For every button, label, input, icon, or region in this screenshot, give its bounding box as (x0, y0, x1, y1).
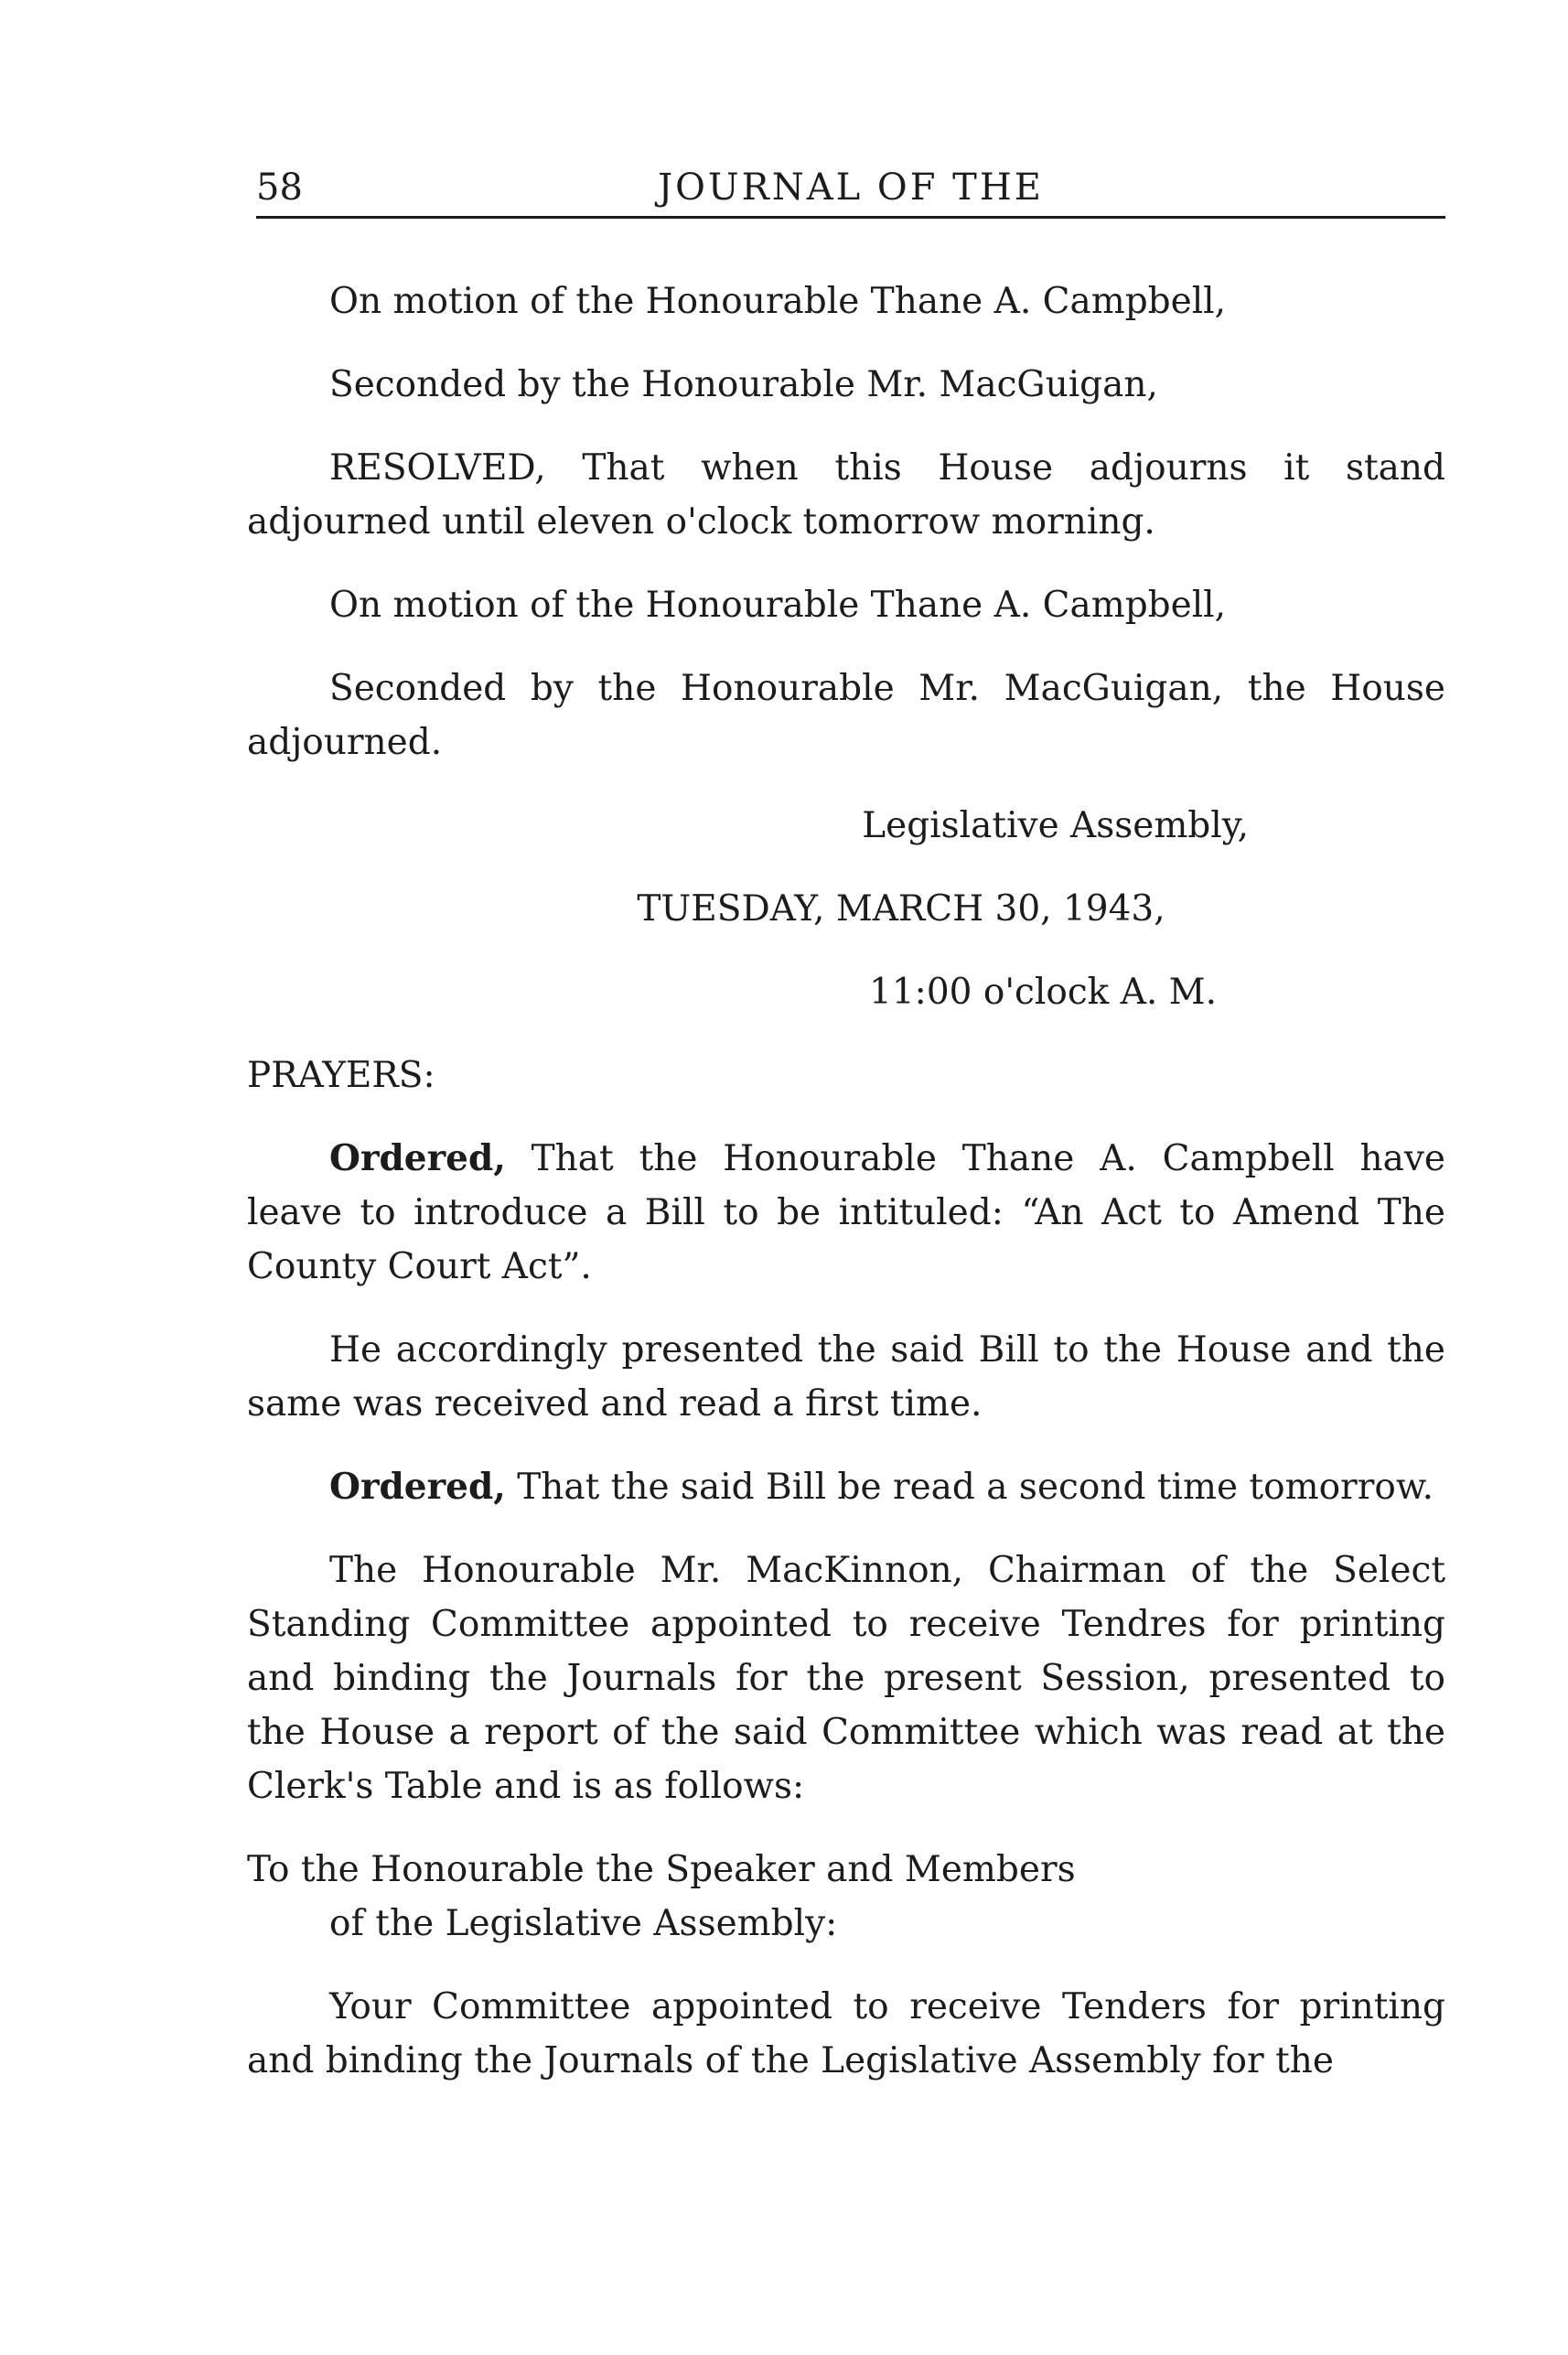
report-text: Your Committee appointed to receive Tenders for printing and binding the Journals of the Legislative Assembly for the (247, 1986, 1445, 2081)
order-1-label: Ordered, (329, 1137, 506, 1179)
sitting-date: TUESDAY, MARCH 30, 1943, (637, 888, 1165, 930)
prayers-heading: PRAYERS: (247, 1055, 435, 1096)
page-header (256, 163, 1445, 219)
report-address-line-1: To the Honourable the Speaker and Members (247, 1849, 1076, 1890)
motion-2-seconder: Seconded by the Honourable Mr. MacGuigan, the House adjourned. (247, 668, 1445, 763)
order-2-text: That the said Bill be read a second time tomorrow. (505, 1467, 1434, 1508)
running-head: JOURNAL OF THE (658, 167, 1044, 209)
committee-report-intro: The Honourable Mr. MacKinnon, Chairman of the Select Standing Committee appointed to receive Tendres for printing and binding the Journals for the present Session, presented to the House a report of the said Committee which was read at the Clerk's Table and is as follows: (247, 1550, 1445, 1807)
sitting-place: Legislative Assembly, (862, 805, 1249, 846)
order-1 (247, 1132, 1445, 1294)
order-2-label: Ordered, (329, 1466, 506, 1508)
bill-presented: He accordingly presented the said Bill to the House and the same was received and read a first time. (247, 1329, 1445, 1425)
page-body (247, 274, 1445, 2117)
sitting-time: 11:00 o'clock A. M. (869, 972, 1217, 1013)
order-2 (247, 1460, 1445, 1514)
motion-2-mover: On motion of the Honourable Thane A. Campbell, (329, 585, 1227, 626)
motion-1-resolution: RESOLVED, That when this House adjourns it stand adjourned until eleven o'clock tomorrow morning. (247, 447, 1445, 543)
report-address-line-2: of the Legislative Assembly: (329, 1903, 838, 1944)
page-number: 58 (256, 167, 303, 209)
order-1-text: That the Honourable Thane A. Campbell have leave to introduce a Bill to be intituled: “An Act to Amend The County Court Act”. (247, 1138, 1445, 1287)
motion-1-seconder: Seconded by the Honourable Mr. MacGuigan, (329, 364, 1158, 405)
report-address (247, 1843, 1445, 1951)
motion-1-mover: On motion of the Honourable Thane A. Campbell, (329, 281, 1227, 322)
